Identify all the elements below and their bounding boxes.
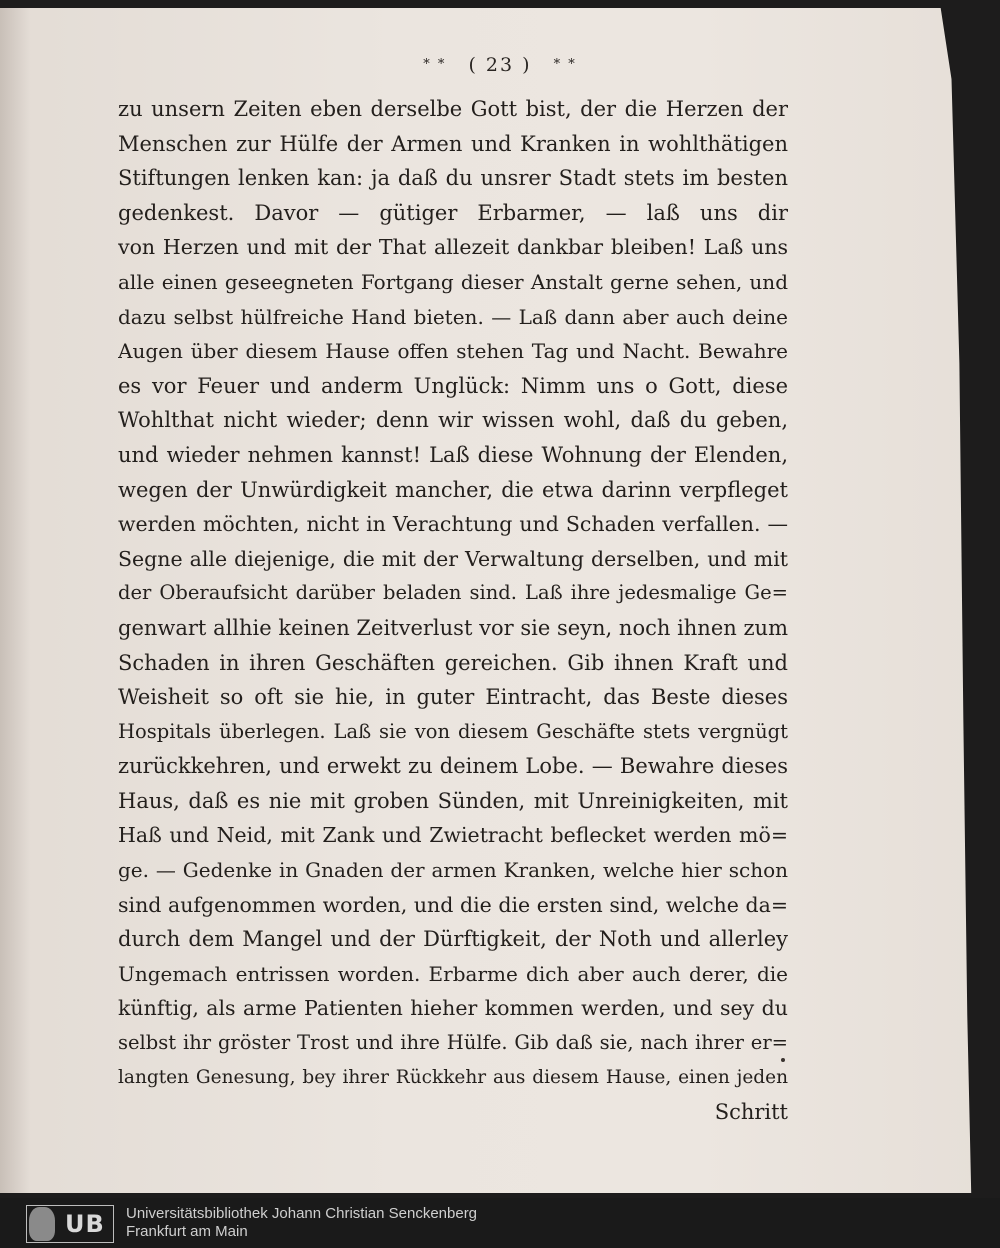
text-line: Segne alle diejenige, die mit der Verwaltung derselben, und mit <box>118 546 788 571</box>
text-line: wegen der Unwürdigkeit mancher, die etwa darinn verpfleget <box>118 477 788 502</box>
text-line: von Herzen und mit der That allezeit dankbar bleiben! Laß uns <box>118 235 788 260</box>
library-name-line2: Frankfurt am Main <box>126 1223 248 1240</box>
page-body-text <box>118 92 788 1130</box>
text-line: Hospitals überlegen. Laß sie von diesem Geschäfte stets vergnügt <box>118 719 788 743</box>
library-name <box>126 1205 477 1241</box>
page-number: ( 23 ) <box>468 54 532 76</box>
text-line: Schaden in ihren Geschäften gereichen. Gib ihnen Kraft und <box>118 650 788 675</box>
text-line: genwart allhie keinen Zeitverlust vor sie seyn, noch ihnen zum <box>118 615 788 640</box>
text-line: gedenkest. Davor — gütiger Erbarmer, — laß uns dir <box>118 200 788 225</box>
ornament-right: * * <box>553 57 577 72</box>
text-line: Ungemach entrissen worden. Erbarme dich aber auch derer, die <box>118 961 788 986</box>
text-line: dazu selbst hülfreiche Hand bieten. — Laß dann aber auch deine <box>118 304 788 329</box>
library-logo[interactable] <box>26 1205 114 1243</box>
text-line: Stiftungen lenken kan: ja daß du unsrer Stadt stets im besten <box>118 166 788 191</box>
text-line: der Oberaufsicht darüber beladen sind. Laß ihre jedesmalige Ge= <box>118 581 788 605</box>
ink-speck <box>781 1058 785 1062</box>
text-line: und wieder nehmen kannst! Laß diese Wohnung der Elenden, <box>118 442 788 467</box>
text-line: Augen über diesem Hause offen stehen Tag und Nacht. Bewahre <box>118 339 788 364</box>
text-line: Menschen zur Hülfe der Armen und Kranken in wohlthätigen <box>118 131 788 156</box>
text-line: ge. — Gedenke in Gnaden der armen Kranken, welche hier schon <box>118 858 788 883</box>
text-line: künftig, als arme Patienten hieher kommen werden, und sey du <box>118 996 788 1021</box>
portrait-icon <box>29 1207 55 1241</box>
text-line: alle einen geseegneten Fortgang dieser Anstalt gerne sehen, und <box>118 269 788 294</box>
text-line: Haus, daß es nie mit groben Sünden, mit Unreinigkeiten, mit <box>118 788 788 813</box>
catchword: Schritt <box>714 1100 788 1125</box>
library-footer <box>0 1198 1000 1248</box>
text-line: zu unsern Zeiten eben derselbe Gott bist, der die Herzen der <box>118 97 788 121</box>
text-line: Weisheit so oft sie hie, in guter Eintracht, das Beste dieses <box>118 685 788 710</box>
text-line: langten Genesung, bey ihrer Rückkehr aus diesem Hause, einen jeden <box>118 1066 788 1088</box>
text-line: werden möchten, nicht in Verachtung und Schaden verfallen. — <box>118 512 788 537</box>
text-line: es vor Feuer und anderm Unglück: Nimm uns o Gott, diese <box>118 373 788 398</box>
text-line: selbst ihr gröster Trost und ihre Hülfe. Gib daß sie, nach ihrer er= <box>118 1031 788 1055</box>
text-line: Wohlthat nicht wieder; denn wir wissen wohl, daß du geben, <box>118 408 788 433</box>
library-name-line1: Universitätsbibliothek Johann Christian Senckenberg <box>126 1205 478 1222</box>
text-line: Haß und Neid, mit Zank und Zwietracht beflecket werden mö= <box>118 823 788 848</box>
logo-text: UB <box>65 1210 105 1238</box>
ornament-left: * * <box>423 57 447 72</box>
text-line: sind aufgenommen worden, und die die ersten sind, welche da= <box>118 892 788 917</box>
text-line: durch dem Mangel und der Dürftigkeit, der Noth und allerley <box>118 927 788 952</box>
page-header <box>0 54 1000 76</box>
text-line: zurückkehren, und erwekt zu deinem Lobe. — Bewahre dieses <box>118 754 788 779</box>
page-gutter-shadow <box>0 8 30 1193</box>
